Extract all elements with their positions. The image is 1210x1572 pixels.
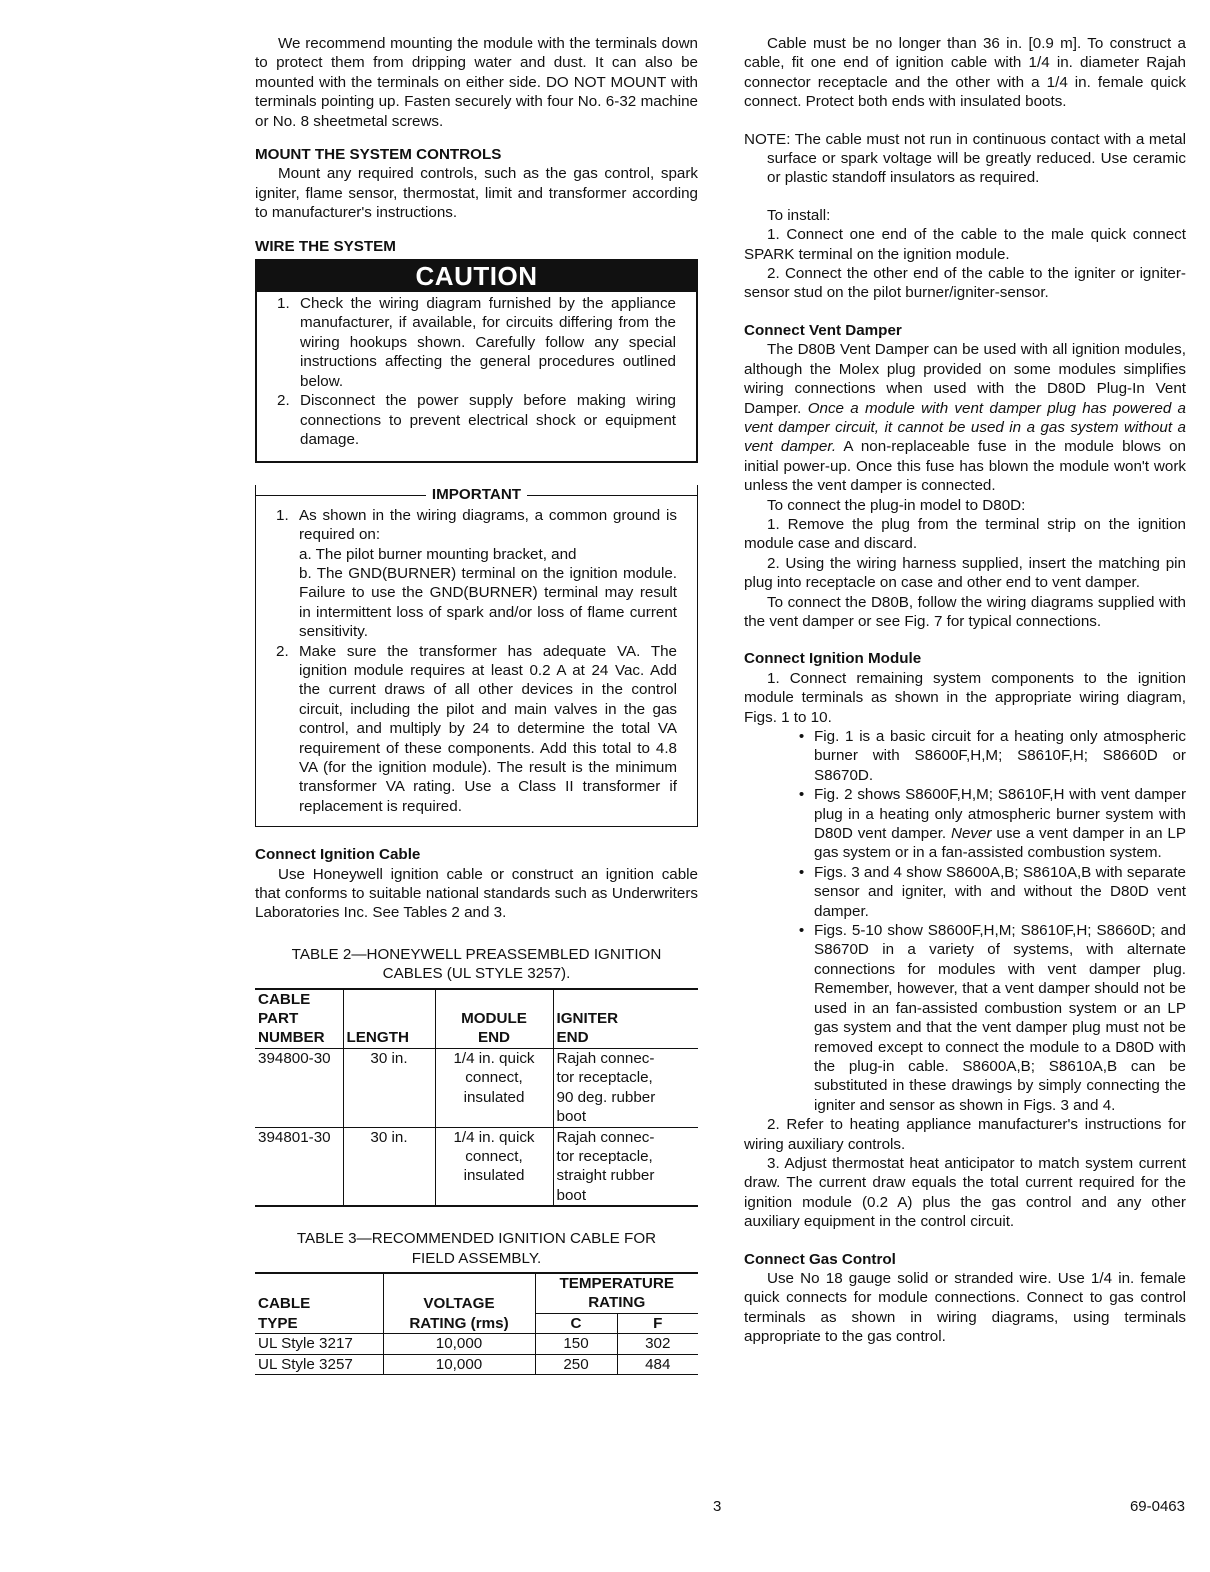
module-paragraph: 1. Connect remaining system components to the ignition module terminals as shown in the appropriate wiring diagram, Figs. 1 to 10.	[744, 669, 1186, 726]
table3-title-line: TABLE 3—RECOMMENDED IGNITION CABLE FOR	[296, 1230, 657, 1248]
table-header-row	[255, 1273, 698, 1313]
caution-item-text: Check the wiring diagram furnished by the appliance manufacturer, if available, for circuits differing from the wiring hookups shown. Carefully follow any special instructions affecting the general procedures outlined below.	[300, 295, 676, 390]
table2	[255, 988, 698, 1207]
table3-title	[255, 1229, 698, 1268]
table2-title-line: CABLES (UL STYLE 3257).	[382, 965, 571, 983]
cell-igniter: Rajah connec- tor receptacle, 90 deg. rubber boot	[553, 1048, 698, 1127]
install-label: To install:	[767, 206, 831, 224]
column-header-f: F	[617, 1313, 698, 1333]
important-subitem-b: b. The GND(BURNER) terminal on the ignition module. Failure to use the GND(BURNER) terminal may result in intermittent loss of spark and/or loss of flame current sensitivity.	[299, 564, 677, 641]
cell-module: 1/4 in. quick connect, insulated	[435, 1127, 553, 1206]
note-paragraph: NOTE: The cable must not run in continuous contact with a metal surface or spark voltage will be greatly reduced. Use ceramic or plastic standoff insulators as required.	[744, 130, 1186, 187]
cell-f: 302	[617, 1334, 698, 1354]
vent-heading: Connect Vent Damper	[744, 321, 902, 339]
caution-item-text: Disconnect the power supply before making wiring connections to prevent electrical shock or equipment damage.	[300, 392, 676, 448]
vent-paragraph: 1. Remove the plug from the terminal strip on the ignition module case and discard.	[744, 515, 1186, 553]
vent-paragraph: To connect the D80B, follow the wiring diagrams supplied with the vent damper or see Fig. 7 for typical connections.	[744, 593, 1186, 630]
table2-title-line: TABLE 2—HONEYWELL PREASSEMBLED IGNITION	[291, 945, 662, 963]
gas-paragraph: Use No 18 gauge solid or stranded wire. Use 1/4 in. female quick connects for module connections. Connect to gas control terminals as shown in wiring diagrams, using terminals appropriate to the gas control.	[744, 1269, 1186, 1346]
important-item-number: 1.	[276, 506, 289, 524]
column-header-c: C	[535, 1313, 617, 1333]
important-item-text: As shown in the wiring diagrams, a common ground is required on:	[299, 506, 677, 544]
important-item	[276, 642, 677, 817]
important-item-text: Make sure the transformer has adequate VA. The ignition module requires at least 0.2 A at 24 Vac. Add the current draws of all other devices in the control circuit, including the pilot and main valves in the gas control, and multiply by 24 to determine the total VA requirement of these components. Add this total to 4.8 VA (for the ignition module). The result is the minimum transformer VA rating. Use a Class II transformer if replacement is required.	[299, 642, 677, 815]
cell-part: 394800-30	[255, 1048, 343, 1127]
list-item: • Figs. 5-10 show S8600F,H,M; S8610F,H; S8660D; and S8670D in a variety of systems, with alternate connections for modules with vent damper plug. Remember, however, that a vent damper should not be used in an fan-assisted combustion system or an LP gas system and that the vent damper plug must not be removed except to connect the module to a D80D with the plug-in cable. S8600A,B; S8610A,B can be substituted in these drawings by simply connecting the igniter and sensor as shown in Figs. 3 and 4.	[798, 922, 1186, 1114]
table-row	[255, 1354, 698, 1374]
module-paragraph: 3. Adjust thermostat heat anticipator to match system current draw. The current draw equals the total current required for the ignition module (0.2 A) plus the gas control and any other auxiliary equipment in the control circuit.	[744, 1154, 1186, 1231]
cable-paragraph: Use Honeywell ignition cable or construct an ignition cable that conforms to suitable national standards such as Underwriters Laboratories Inc. See Tables 2 and 3.	[255, 865, 698, 922]
column-header-voltage: VOLTAGE RATING (rms)	[383, 1273, 535, 1334]
table3-title-line: FIELD ASSEMBLY.	[411, 1249, 542, 1267]
important-box	[255, 485, 698, 827]
table-header-row	[255, 989, 698, 1049]
table-row	[255, 1048, 698, 1127]
install-step: 2. Connect the other end of the cable to the igniter or igniter-sensor stud on the pilot burner/igniter-sensor.	[744, 265, 1186, 302]
gas-heading: Connect Gas Control	[744, 1250, 896, 1268]
caution-title: CAUTION	[257, 261, 696, 292]
caution-item	[277, 294, 676, 391]
install-step: 1. Connect one end of the cable to the male quick connect SPARK terminal on the ignition module.	[744, 226, 1186, 263]
module-heading: Connect Ignition Module	[744, 650, 922, 668]
cell-length: 30 in.	[343, 1048, 435, 1127]
column-header-part: CABLE PART NUMBER	[255, 989, 343, 1049]
wire-heading: WIRE THE SYSTEM	[255, 237, 396, 255]
vent-paragraph: The D80B Vent Damper can be used with all ignition modules, although the Molex plug provided on some modules simplifies wiring connections when used with the D80D Plug-In Vent Damper. Once a module with vent damper plug has powered a vent damper circuit, it cannot be used in a gas system without a vent damper. A non-replaceable fuse in the module blows on initial power-up. Once this fuse has blown the module won't work unless the vent damper is connected.	[744, 341, 1187, 495]
caution-item-number: 1.	[277, 295, 290, 313]
column-header-module: MODULE END	[435, 989, 553, 1049]
mount-paragraph: Mount any required controls, such as the gas control, spark igniter, flame sensor, thermostat, limit and transformer according to manufacturer's instructions.	[255, 165, 698, 222]
caution-item	[277, 391, 676, 449]
cell-module: 1/4 in. quick connect, insulated	[435, 1048, 553, 1127]
left-column	[255, 34, 698, 1375]
cell-type: UL Style 3217	[255, 1334, 383, 1354]
caution-item-number: 2.	[277, 392, 290, 410]
important-item	[276, 506, 677, 642]
caution-list	[277, 294, 676, 449]
cell-length: 30 in.	[343, 1127, 435, 1206]
important-subitem-a: a. The pilot burner mounting bracket, and	[299, 545, 577, 563]
column-header-type: CABLE TYPE	[255, 1273, 383, 1334]
important-title: IMPORTANT	[431, 486, 522, 504]
cable-length-paragraph: Cable must be no longer than 36 in. [0.9 m]. To construct a cable, fit one end of ignition cable with 1/4 in. diameter Rajah connector receptacle and the other with a 1/4 in. female quick connect. Protect both ends with insulated boots.	[744, 35, 1186, 111]
cable-heading: Connect Ignition Cable	[255, 846, 421, 864]
module-paragraph: 2. Refer to heating appliance manufacturer's instructions for wiring auxiliary controls.	[744, 1116, 1186, 1153]
cell-c: 250	[535, 1354, 617, 1374]
column-header-length: LENGTH	[343, 989, 435, 1049]
document-code: 69-0463	[1129, 1498, 1185, 1515]
table-row	[255, 1334, 698, 1354]
cell-type: UL Style 3257	[255, 1354, 383, 1374]
cell-igniter: Rajah connec- tor receptacle, straight rubber boot	[553, 1127, 698, 1206]
important-list	[276, 506, 677, 817]
list-item: • Figs. 3 and 4 show S8600A,B; S8610A,B with separate sensor and igniter, with and without the D80D vent damper.	[798, 863, 1186, 920]
figure-bullet-list	[789, 727, 1186, 1115]
list-item: • Fig. 2 shows S8600F,H,M; S8610F,H with vent damper plug in a heating only atmospheric burner system with D80D vent damper. Never use a vent damper in an LP gas system or in a fan-assisted combustion system.	[798, 786, 1186, 862]
table-row	[255, 1127, 698, 1206]
mount-heading: MOUNT THE SYSTEM CONTROLS	[255, 146, 502, 164]
cell-voltage: 10,000	[383, 1334, 535, 1354]
cell-voltage: 10,000	[383, 1354, 535, 1374]
list-item: • Fig. 1 is a basic circuit for a heating only atmospheric burner with S8600F,H,M; S8610F,H; S8660D or S8670D.	[798, 728, 1186, 784]
important-item-number: 2.	[276, 642, 289, 660]
cell-part: 394801-30	[258, 1128, 331, 1146]
vent-paragraph: To connect the plug-in model to D80D:	[767, 496, 1026, 514]
cell-c: 150	[535, 1334, 617, 1354]
column-header-igniter: IGNITER END	[553, 989, 698, 1049]
caution-box	[255, 259, 698, 463]
table3	[255, 1272, 698, 1375]
table2-title	[255, 945, 698, 984]
intro-paragraph: We recommend mounting the module with the terminals down to protect them from dripping water and dust. It can also be mounted with the terminals on either side. DO NOT MOUNT with terminals pointing up. Fasten securely with four No. 6-32 machine or No. 8 sheetmetal screws.	[255, 35, 698, 130]
page-number: 3	[713, 1498, 722, 1515]
column-header-temperature: TEMPERATURE RATING	[535, 1273, 698, 1313]
vent-paragraph: 2. Using the wiring harness supplied, insert the matching pin plug into receptacle on case and other end to vent damper.	[744, 554, 1186, 592]
right-column	[744, 34, 1186, 1347]
cell-f: 484	[617, 1354, 698, 1374]
important-title-row	[255, 485, 698, 504]
